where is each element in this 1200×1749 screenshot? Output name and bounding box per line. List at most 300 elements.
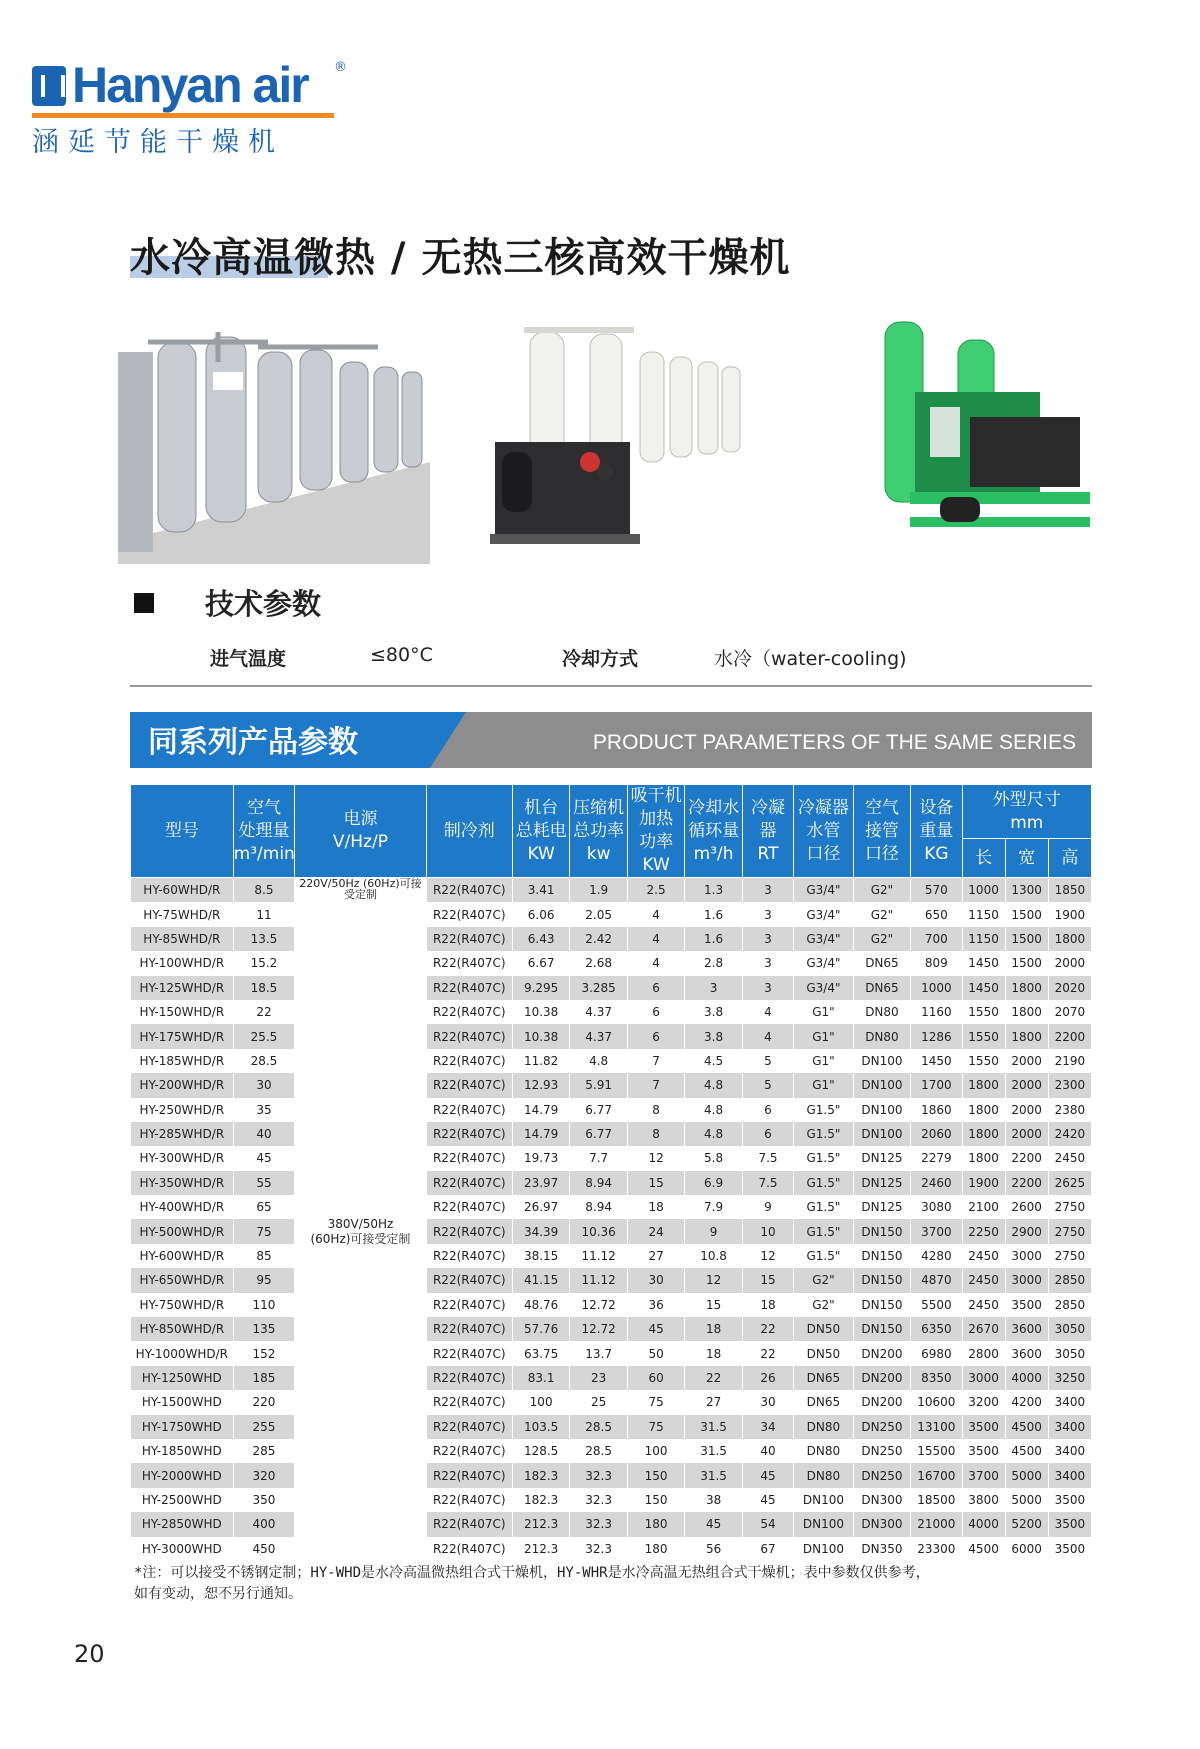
cell-model: HY-75WHD/R (131, 902, 234, 926)
cell-compressor-power: 32.3 (570, 1512, 627, 1536)
cell-width: 2000 (1005, 1049, 1048, 1073)
cell-heating-power: 45 (627, 1317, 684, 1341)
cell-compressor-power: 1.9 (570, 878, 627, 903)
page-number: 20 (74, 1640, 105, 1668)
cell-air-pipe: DN65 (853, 951, 910, 975)
cell-cooling-water: 3.8 (685, 1000, 742, 1024)
col-header-total-power: 机台 总耗电 KW (512, 785, 569, 878)
table-row (131, 1341, 1092, 1365)
col-header-heating-power: 吸干机 加热 功率 KW (627, 785, 684, 878)
cell-compressor-power: 12.72 (570, 1317, 627, 1341)
cell-power-380v (295, 902, 426, 1561)
cell-refrigerant: R22(R407C) (426, 1049, 512, 1073)
cell-compressor-power: 8.94 (570, 1171, 627, 1195)
col-header-cooling-water: 冷却水 循环量 m³/h (685, 785, 742, 878)
table-row (131, 1073, 1092, 1097)
cell-heating-power: 180 (627, 1537, 684, 1561)
cell-heating-power: 6 (627, 1000, 684, 1024)
cell-condenser-pipe: G3/4" (794, 902, 854, 926)
cell-compressor-power: 4.37 (570, 1024, 627, 1048)
cell-heating-power: 150 (627, 1463, 684, 1487)
cell-air-capacity: 28.5 (233, 1049, 295, 1073)
cell-heating-power: 50 (627, 1341, 684, 1365)
cell-height: 3250 (1048, 1366, 1091, 1390)
cell-width: 1300 (1005, 878, 1048, 903)
cell-length: 1800 (962, 1098, 1005, 1122)
table-row (131, 1049, 1092, 1073)
cell-air-pipe: DN250 (853, 1463, 910, 1487)
cell-air-capacity: 15.2 (233, 951, 295, 975)
cell-total-power: 14.79 (512, 1098, 569, 1122)
cell-heating-power: 4 (627, 951, 684, 975)
table-row (131, 878, 1092, 903)
section-bullet (134, 593, 154, 613)
cell-cooling-water: 1.6 (685, 902, 742, 926)
cell-compressor-power: 11.12 (570, 1244, 627, 1268)
cell-total-power: 19.73 (512, 1146, 569, 1170)
col-header-width: 宽 (1005, 839, 1048, 878)
cell-heating-power: 8 (627, 1098, 684, 1122)
table-row (131, 1439, 1092, 1463)
cell-condenser-rt: 45 (742, 1463, 793, 1487)
cell-condenser-rt: 3 (742, 878, 793, 903)
cell-compressor-power: 6.77 (570, 1098, 627, 1122)
cell-total-power: 103.5 (512, 1415, 569, 1439)
cell-condenser-rt: 3 (742, 951, 793, 975)
cell-length: 2670 (962, 1317, 1005, 1341)
cell-width: 5000 (1005, 1488, 1048, 1512)
cell-total-power: 11.82 (512, 1049, 569, 1073)
cell-condenser-pipe: G1" (794, 1000, 854, 1024)
cell-length: 3700 (962, 1463, 1005, 1487)
cell-width: 1800 (1005, 976, 1048, 1000)
power-380v-line-1: 380V/50Hz (327, 1216, 394, 1231)
cell-height: 1850 (1048, 878, 1091, 903)
cell-model: HY-150WHD/R (131, 1000, 234, 1024)
cell-width: 1500 (1005, 927, 1048, 951)
cell-refrigerant: R22(R407C) (426, 1219, 512, 1243)
inlet-temp-label: 进气温度 (210, 648, 287, 670)
tech-params-heading: 技术参数 (205, 587, 322, 621)
cell-height: 2190 (1048, 1049, 1091, 1073)
cell-model: HY-3000WHD (131, 1537, 234, 1561)
cell-total-power: 14.79 (512, 1122, 569, 1146)
cell-weight: 8350 (911, 1366, 962, 1390)
footnote-line-1: *注：可以接受不锈钢定制；HY-WHD是水冷高温微热组合式干燥机，HY-WHR是水冷高温无热组合式干燥机；表中参数仅供参考， (134, 1565, 930, 1581)
logo-mark-icon (32, 66, 66, 106)
cell-condenser-rt: 26 (742, 1366, 793, 1390)
spec-table-body (131, 878, 1092, 1561)
cell-air-pipe: DN100 (853, 1098, 910, 1122)
cell-total-power: 212.3 (512, 1512, 569, 1536)
cell-compressor-power: 6.77 (570, 1122, 627, 1146)
col-header-length: 长 (962, 839, 1005, 878)
cell-model: HY-250WHD/R (131, 1098, 234, 1122)
cell-compressor-power: 3.285 (570, 976, 627, 1000)
cell-model: HY-850WHD/R (131, 1317, 234, 1341)
cell-width: 5000 (1005, 1463, 1048, 1487)
col-header-dimensions: 外型尺寸 mm (962, 785, 1091, 839)
cell-condenser-rt: 15 (742, 1268, 793, 1292)
cell-air-pipe: DN200 (853, 1366, 910, 1390)
cell-length: 3000 (962, 1366, 1005, 1390)
cell-refrigerant: R22(R407C) (426, 976, 512, 1000)
cell-weight: 809 (911, 951, 962, 975)
cell-width: 3000 (1005, 1268, 1048, 1292)
cell-air-capacity: 110 (233, 1293, 295, 1317)
cell-width: 3600 (1005, 1341, 1048, 1365)
cell-model: HY-650WHD/R (131, 1268, 234, 1292)
cell-total-power: 10.38 (512, 1000, 569, 1024)
cell-width: 3000 (1005, 1244, 1048, 1268)
cell-condenser-rt: 4 (742, 1024, 793, 1048)
col-header-power: 电源 V/Hz/P (295, 785, 426, 878)
cell-compressor-power: 4.8 (570, 1049, 627, 1073)
cell-length: 1550 (962, 1024, 1005, 1048)
col-header-air-capacity: 空气 处理量 m³/min (233, 785, 295, 878)
table-row (131, 902, 1092, 926)
company-logo (32, 57, 347, 158)
cell-model: HY-2500WHD (131, 1488, 234, 1512)
cell-weight: 18500 (911, 1488, 962, 1512)
table-row (131, 1268, 1092, 1292)
power-380v-line-2: (60Hz)可接受定制 (310, 1231, 411, 1246)
cell-total-power: 63.75 (512, 1341, 569, 1365)
cell-length: 3800 (962, 1488, 1005, 1512)
section-banner (130, 712, 1092, 768)
product-photo-center (490, 312, 754, 564)
cell-condenser-rt: 10 (742, 1219, 793, 1243)
cell-cooling-water: 3.8 (685, 1024, 742, 1048)
cell-condenser-pipe: G1.5" (794, 1171, 854, 1195)
cell-cooling-water: 10.8 (685, 1244, 742, 1268)
cell-width: 2900 (1005, 1219, 1048, 1243)
cell-height: 2850 (1048, 1293, 1091, 1317)
cell-height: 2420 (1048, 1122, 1091, 1146)
col-header-air-pipe: 空气 接管 口径 (853, 785, 910, 878)
cell-compressor-power: 2.68 (570, 951, 627, 975)
cooling-method-value: 水冷（water-cooling) (714, 648, 907, 670)
table-row (131, 1000, 1092, 1024)
cell-model: HY-1500WHD (131, 1390, 234, 1414)
cell-heating-power: 24 (627, 1219, 684, 1243)
cell-height: 1800 (1048, 927, 1091, 951)
cell-height: 3400 (1048, 1463, 1091, 1487)
cell-height: 2070 (1048, 1000, 1091, 1024)
col-header-condenser-rt: 冷凝器 RT (742, 785, 793, 878)
cell-cooling-water: 6.9 (685, 1171, 742, 1195)
cell-width: 1500 (1005, 902, 1048, 926)
cell-length: 1800 (962, 1122, 1005, 1146)
cell-cooling-water: 27 (685, 1390, 742, 1414)
cell-compressor-power: 2.42 (570, 927, 627, 951)
cell-condenser-pipe: G2" (794, 1268, 854, 1292)
cell-height: 2300 (1048, 1073, 1091, 1097)
cell-width: 1800 (1005, 1024, 1048, 1048)
cell-cooling-water: 22 (685, 1366, 742, 1390)
cell-heating-power: 7 (627, 1049, 684, 1073)
cell-weight: 2060 (911, 1122, 962, 1146)
cell-heating-power: 60 (627, 1366, 684, 1390)
cell-air-capacity: 55 (233, 1171, 295, 1195)
cell-condenser-rt: 12 (742, 1244, 793, 1268)
cell-cooling-water: 18 (685, 1317, 742, 1341)
cell-condenser-rt: 3 (742, 976, 793, 1000)
cell-cooling-water: 18 (685, 1341, 742, 1365)
cell-air-capacity: 285 (233, 1439, 295, 1463)
cell-heating-power: 180 (627, 1512, 684, 1536)
logo-underline (32, 113, 334, 118)
table-row (131, 1146, 1092, 1170)
cell-model: HY-85WHD/R (131, 927, 234, 951)
logo-brand-name: Hanyan air (72, 57, 308, 113)
product-photo-left (118, 312, 430, 564)
cell-air-pipe: DN150 (853, 1268, 910, 1292)
cell-model: HY-185WHD/R (131, 1049, 234, 1073)
cell-condenser-pipe: DN100 (794, 1512, 854, 1536)
cell-heating-power: 6 (627, 1024, 684, 1048)
cell-condenser-pipe: DN65 (794, 1366, 854, 1390)
cell-weight: 5500 (911, 1293, 962, 1317)
cell-compressor-power: 5.91 (570, 1073, 627, 1097)
cell-air-capacity: 30 (233, 1073, 295, 1097)
cell-width: 2000 (1005, 1073, 1048, 1097)
cell-height: 2750 (1048, 1219, 1091, 1243)
cell-compressor-power: 28.5 (570, 1415, 627, 1439)
table-row (131, 951, 1092, 975)
cell-cooling-water: 31.5 (685, 1463, 742, 1487)
cell-length: 1550 (962, 1000, 1005, 1024)
cell-condenser-rt: 7.5 (742, 1171, 793, 1195)
cell-air-capacity: 450 (233, 1537, 295, 1561)
cell-total-power: 48.76 (512, 1293, 569, 1317)
cell-weight: 1860 (911, 1098, 962, 1122)
cell-model: HY-125WHD/R (131, 976, 234, 1000)
cell-refrigerant: R22(R407C) (426, 1512, 512, 1536)
cell-refrigerant: R22(R407C) (426, 1317, 512, 1341)
cell-refrigerant: R22(R407C) (426, 1244, 512, 1268)
cell-refrigerant: R22(R407C) (426, 1293, 512, 1317)
cell-air-pipe: DN150 (853, 1317, 910, 1341)
cell-compressor-power: 10.36 (570, 1219, 627, 1243)
cell-condenser-rt: 7.5 (742, 1146, 793, 1170)
cell-width: 2000 (1005, 1098, 1048, 1122)
cell-weight: 4280 (911, 1244, 962, 1268)
cell-compressor-power: 7.7 (570, 1146, 627, 1170)
cell-heating-power: 6 (627, 976, 684, 1000)
cell-condenser-pipe: G2" (794, 1293, 854, 1317)
cell-compressor-power: 8.94 (570, 1195, 627, 1219)
cell-model: HY-200WHD/R (131, 1073, 234, 1097)
cell-length: 1900 (962, 1171, 1005, 1195)
cell-weight: 1450 (911, 1049, 962, 1073)
cell-air-pipe: DN300 (853, 1512, 910, 1536)
cell-cooling-water: 12 (685, 1268, 742, 1292)
cell-compressor-power: 12.72 (570, 1293, 627, 1317)
cell-air-pipe: DN100 (853, 1073, 910, 1097)
cell-cooling-water: 4.5 (685, 1049, 742, 1073)
cell-air-capacity: 95 (233, 1268, 295, 1292)
cell-height: 2020 (1048, 976, 1091, 1000)
cell-air-pipe: DN125 (853, 1146, 910, 1170)
cell-height: 3050 (1048, 1317, 1091, 1341)
cell-condenser-rt: 54 (742, 1512, 793, 1536)
cell-model: HY-100WHD/R (131, 951, 234, 975)
cell-condenser-pipe: G1.5" (794, 1098, 854, 1122)
col-header-height: 高 (1048, 839, 1091, 878)
cell-height: 3500 (1048, 1512, 1091, 1536)
col-header-condenser-pipe: 冷凝器 水管 口径 (794, 785, 854, 878)
cell-air-capacity: 18.5 (233, 976, 295, 1000)
cell-compressor-power: 32.3 (570, 1537, 627, 1561)
cell-heating-power: 4 (627, 927, 684, 951)
cell-height: 2750 (1048, 1195, 1091, 1219)
cell-heating-power: 7 (627, 1073, 684, 1097)
table-row (131, 1122, 1092, 1146)
cell-width: 1800 (1005, 1000, 1048, 1024)
cell-refrigerant: R22(R407C) (426, 1463, 512, 1487)
table-row (131, 1195, 1092, 1219)
cell-condenser-rt: 5 (742, 1049, 793, 1073)
cell-air-capacity: 85 (233, 1244, 295, 1268)
cell-air-capacity: 400 (233, 1512, 295, 1536)
cell-condenser-rt: 67 (742, 1537, 793, 1561)
cooling-method-label: 冷却方式 (562, 648, 639, 670)
cell-height: 2450 (1048, 1146, 1091, 1170)
cell-width: 5200 (1005, 1512, 1048, 1536)
cell-length: 2450 (962, 1293, 1005, 1317)
cell-width: 6000 (1005, 1537, 1048, 1561)
cell-refrigerant: R22(R407C) (426, 951, 512, 975)
cell-air-capacity: 75 (233, 1219, 295, 1243)
table-row (131, 1463, 1092, 1487)
cell-cooling-water: 56 (685, 1537, 742, 1561)
cell-width: 2600 (1005, 1195, 1048, 1219)
cell-heating-power: 100 (627, 1439, 684, 1463)
cell-air-capacity: 220 (233, 1390, 295, 1414)
cell-condenser-pipe: G3/4" (794, 976, 854, 1000)
spec-table (130, 784, 1092, 1561)
cell-weight: 570 (911, 878, 962, 903)
cell-compressor-power: 28.5 (570, 1439, 627, 1463)
cell-weight: 1700 (911, 1073, 962, 1097)
cell-weight: 4870 (911, 1268, 962, 1292)
cell-compressor-power: 11.12 (570, 1268, 627, 1292)
cell-refrigerant: R22(R407C) (426, 1268, 512, 1292)
cell-cooling-water: 38 (685, 1488, 742, 1512)
cell-air-capacity: 185 (233, 1366, 295, 1390)
footnote (134, 1563, 1094, 1605)
cell-condenser-rt: 18 (742, 1293, 793, 1317)
cell-air-capacity: 152 (233, 1341, 295, 1365)
cell-weight: 13100 (911, 1415, 962, 1439)
banner-title-cn: 同系列产品参数 (148, 725, 358, 760)
cell-air-pipe: DN250 (853, 1415, 910, 1439)
cell-weight: 23300 (911, 1537, 962, 1561)
cell-condenser-pipe: G1" (794, 1024, 854, 1048)
table-row (131, 1537, 1092, 1561)
footnote-line-2: 如有变动，恕不另行通知。 (134, 1586, 302, 1602)
cell-model: HY-350WHD/R (131, 1171, 234, 1195)
cell-weight: 2460 (911, 1171, 962, 1195)
cell-compressor-power: 23 (570, 1366, 627, 1390)
cell-condenser-rt: 5 (742, 1073, 793, 1097)
cell-cooling-water: 31.5 (685, 1415, 742, 1439)
product-photo-right (870, 312, 1094, 564)
col-header-compressor-power: 压缩机 总功率 kw (570, 785, 627, 878)
table-row (131, 1024, 1092, 1048)
cell-model: HY-285WHD/R (131, 1122, 234, 1146)
cell-cooling-water: 2.8 (685, 951, 742, 975)
cell-height: 3400 (1048, 1390, 1091, 1414)
cell-condenser-pipe: DN100 (794, 1488, 854, 1512)
cell-condenser-pipe: DN80 (794, 1415, 854, 1439)
cell-condenser-rt: 6 (742, 1098, 793, 1122)
cell-width: 4500 (1005, 1439, 1048, 1463)
cell-air-capacity: 40 (233, 1122, 295, 1146)
cell-total-power: 6.06 (512, 902, 569, 926)
cell-total-power: 6.43 (512, 927, 569, 951)
cell-heating-power: 15 (627, 1171, 684, 1195)
cell-width: 4200 (1005, 1390, 1048, 1414)
cell-condenser-rt: 6 (742, 1122, 793, 1146)
cell-height: 2000 (1048, 951, 1091, 975)
cell-total-power: 41.15 (512, 1268, 569, 1292)
cell-model: HY-60WHD/R (131, 878, 234, 903)
cell-cooling-water: 4.8 (685, 1098, 742, 1122)
cell-model: HY-2850WHD (131, 1512, 234, 1536)
cell-refrigerant: R22(R407C) (426, 1366, 512, 1390)
cell-weight: 15500 (911, 1439, 962, 1463)
cell-air-capacity: 11 (233, 902, 295, 926)
cell-total-power: 9.295 (512, 976, 569, 1000)
cell-compressor-power: 32.3 (570, 1488, 627, 1512)
cell-cooling-water: 45 (685, 1512, 742, 1536)
cell-weight: 6350 (911, 1317, 962, 1341)
cell-width: 1500 (1005, 951, 1048, 975)
cell-air-capacity: 135 (233, 1317, 295, 1341)
cell-refrigerant: R22(R407C) (426, 1073, 512, 1097)
cell-air-pipe: DN150 (853, 1219, 910, 1243)
cell-model: HY-175WHD/R (131, 1024, 234, 1048)
cell-air-capacity: 8.5 (233, 878, 295, 903)
cell-length: 1550 (962, 1049, 1005, 1073)
table-row (131, 1512, 1092, 1536)
cell-cooling-water: 4.8 (685, 1122, 742, 1146)
cell-height: 3400 (1048, 1415, 1091, 1439)
cell-weight: 650 (911, 902, 962, 926)
cell-length: 1450 (962, 976, 1005, 1000)
cell-air-capacity: 320 (233, 1463, 295, 1487)
cell-length: 3500 (962, 1415, 1005, 1439)
cell-air-pipe: DN80 (853, 1024, 910, 1048)
cell-condenser-rt: 4 (742, 1000, 793, 1024)
cell-height: 2750 (1048, 1244, 1091, 1268)
cell-length: 2250 (962, 1219, 1005, 1243)
cell-total-power: 83.1 (512, 1366, 569, 1390)
cell-length: 1450 (962, 951, 1005, 975)
cell-model: HY-1250WHD (131, 1366, 234, 1390)
cell-total-power: 34.39 (512, 1219, 569, 1243)
cell-model: HY-600WHD/R (131, 1244, 234, 1268)
cell-length: 2450 (962, 1244, 1005, 1268)
cell-air-pipe: DN125 (853, 1171, 910, 1195)
cell-total-power: 182.3 (512, 1463, 569, 1487)
cell-refrigerant: R22(R407C) (426, 902, 512, 926)
cell-length: 4500 (962, 1537, 1005, 1561)
cell-condenser-pipe: G1.5" (794, 1244, 854, 1268)
cell-condenser-rt: 40 (742, 1439, 793, 1463)
